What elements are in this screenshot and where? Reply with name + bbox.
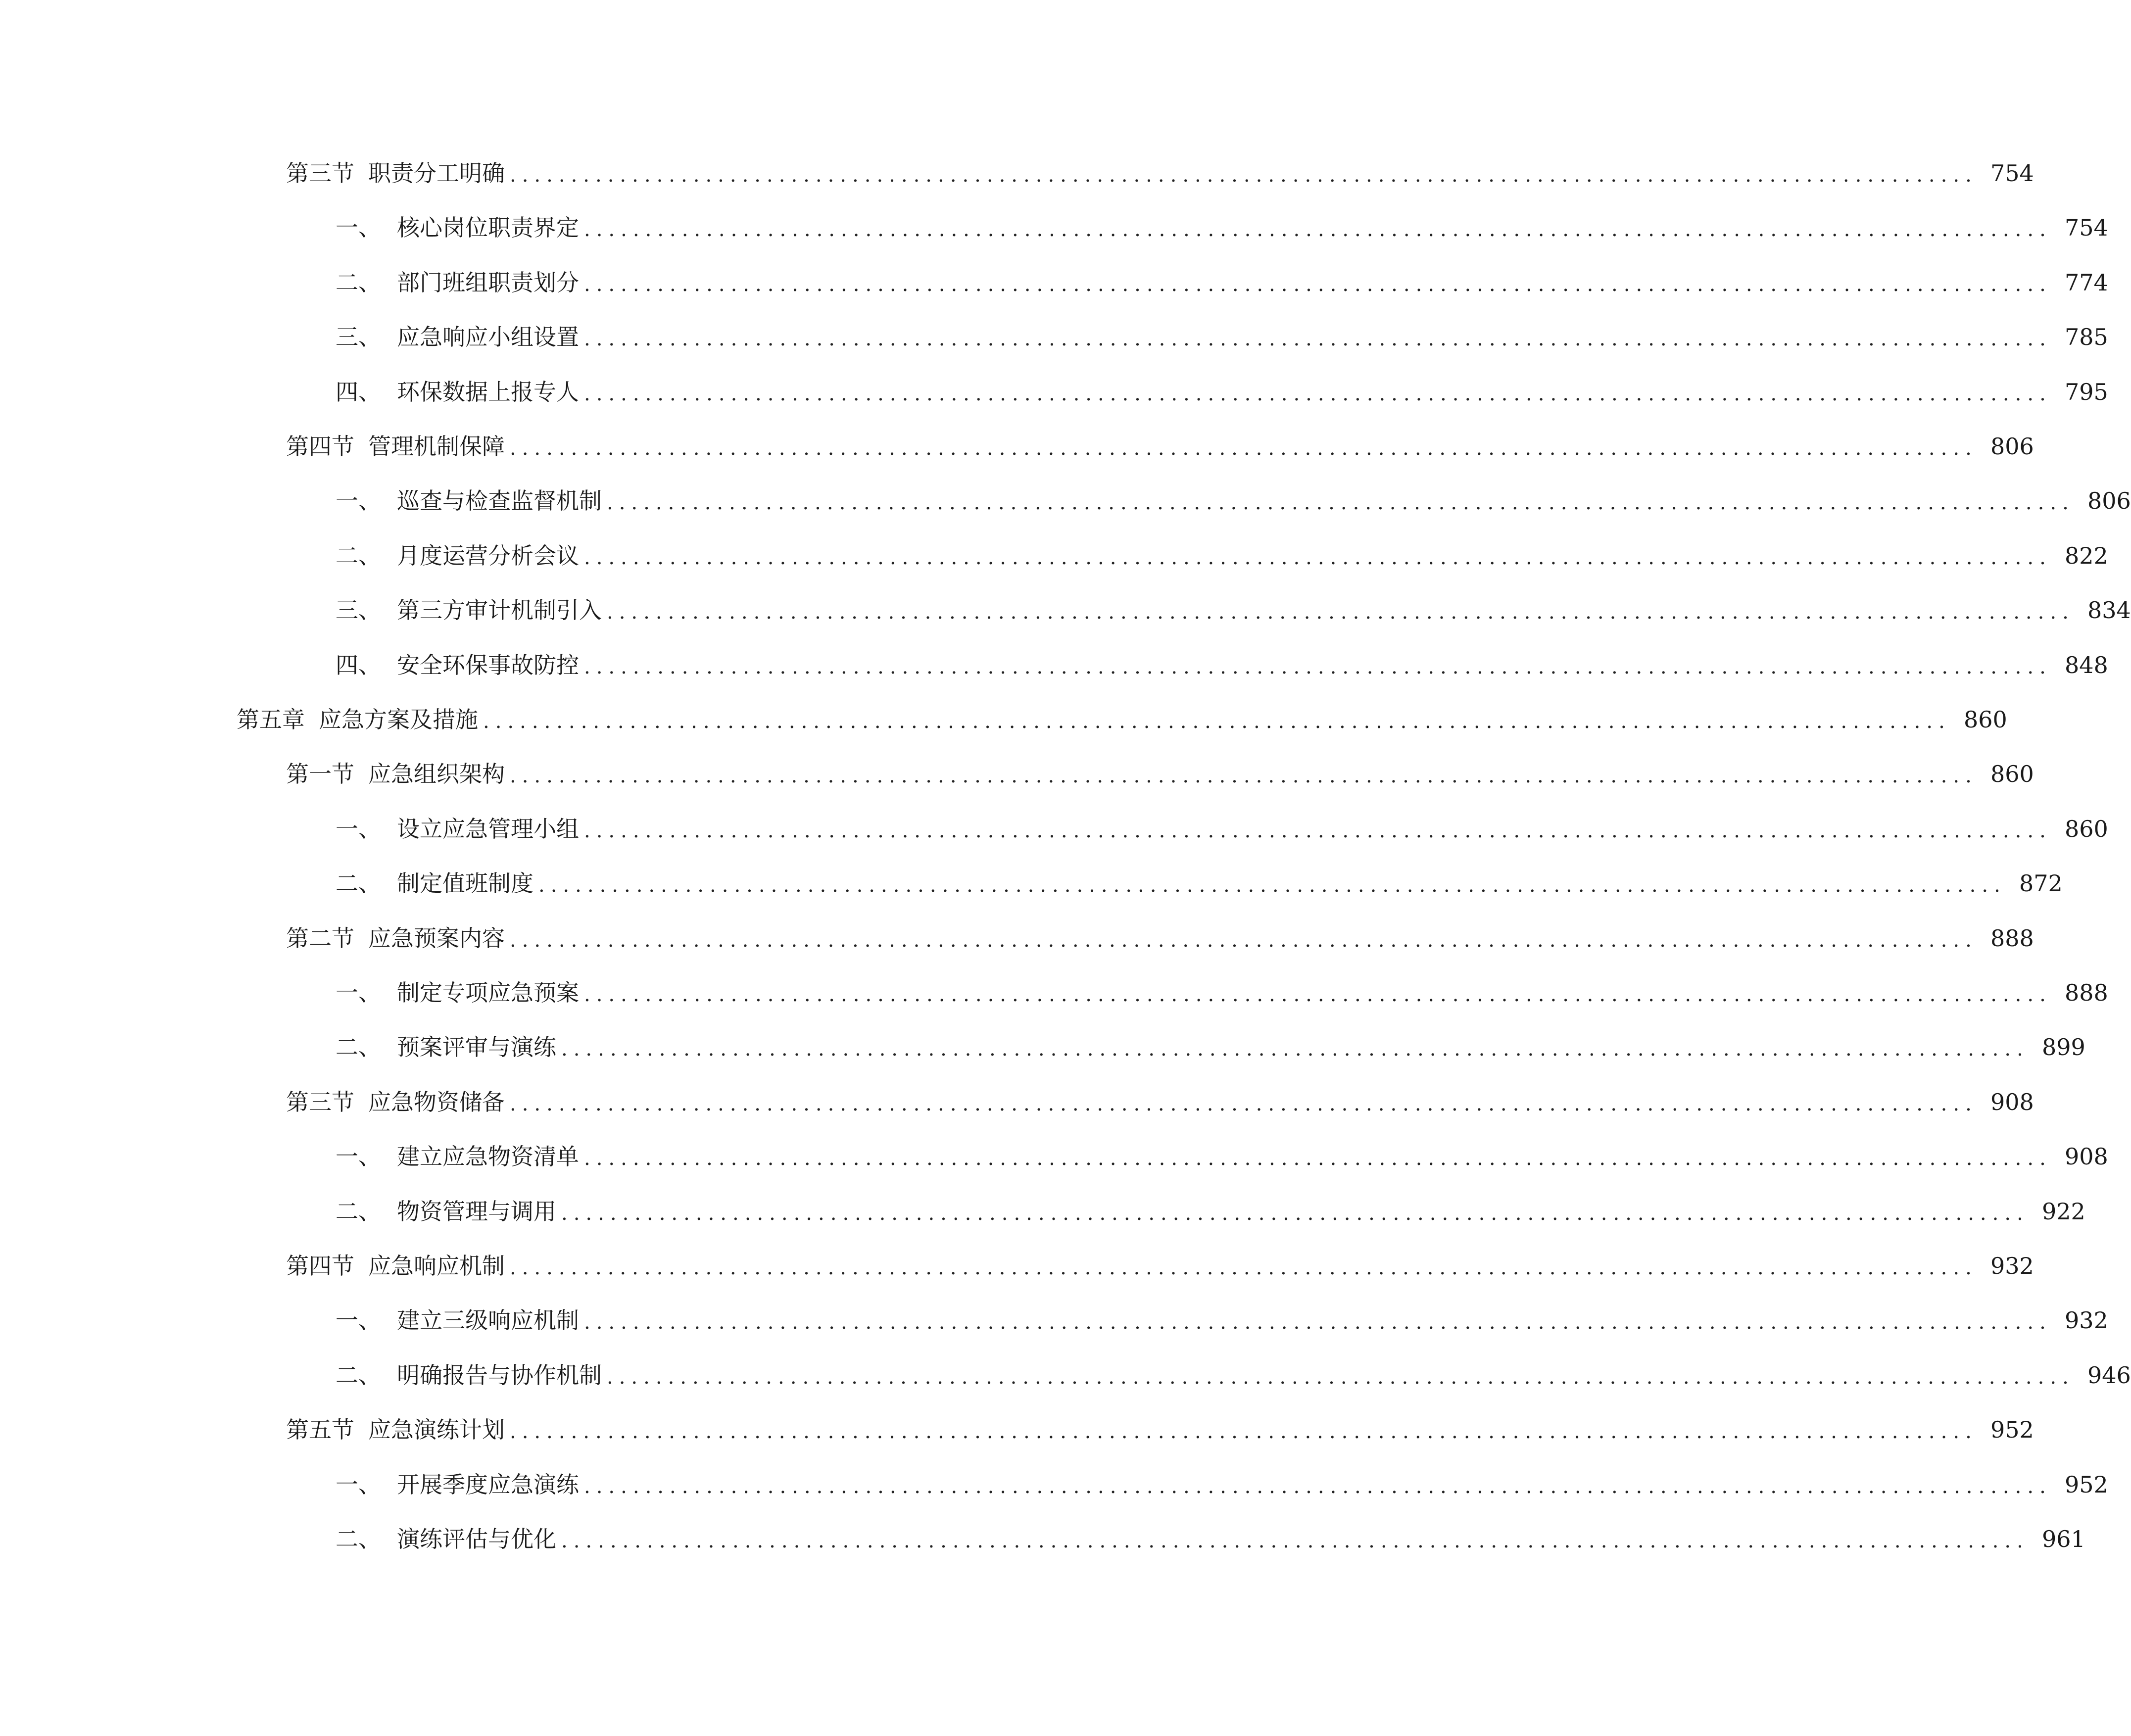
toc-entry-title: 建立应急物资清单 [397, 1143, 579, 1170]
toc-entry-prefix: 第四节 [286, 1253, 354, 1279]
toc-entry-prefix: 一、 [336, 815, 381, 842]
toc-entry-section [286, 1402, 2034, 1457]
toc-entry-page-number: 860 [1963, 706, 2007, 733]
toc-entry-title: 管理机制保障 [368, 433, 505, 460]
toc-entry-prefix: 第三节 [286, 160, 354, 187]
toc-entry-prefix: 三、 [336, 597, 381, 624]
toc-entry-page-number: 872 [2019, 870, 2063, 897]
toc-entry-chapter [237, 692, 2007, 747]
toc-entry-prefix: 四、 [336, 378, 381, 405]
toc-entry-section [286, 1239, 2034, 1293]
dot-leader: ........................................................................................................................ [584, 328, 2052, 351]
toc-entry-page-number: 860 [2064, 815, 2108, 842]
toc-entry-prefix: 二、 [336, 1198, 381, 1225]
toc-entry-title: 应急组织架构 [368, 761, 505, 788]
toc-entry-prefix: 二、 [336, 1361, 381, 1389]
dot-leader: ........................................................................................................................ [584, 1147, 2052, 1170]
toc-entry-page-number: 899 [2041, 1034, 2085, 1061]
toc-entry-page-number: 774 [2064, 269, 2108, 296]
toc-entry-prefix: 二、 [336, 870, 381, 897]
dot-leader: ........................................................................................................................ [584, 382, 2052, 405]
toc-entry-prefix: 二、 [336, 1526, 381, 1552]
dot-leader: ........................................................................................................................ [510, 765, 1978, 788]
toc-entry-item [336, 1512, 2085, 1566]
toc-entry-item [336, 474, 2131, 528]
dot-leader: ........................................................................................................................ [538, 874, 2006, 897]
toc-entry-page-number: 848 [2064, 651, 2108, 678]
dot-leader: ........................................................................................................................ [607, 601, 2075, 624]
toc-entry-page-number: 952 [2064, 1471, 2108, 1498]
dot-leader: ........................................................................................................................ [584, 655, 2052, 678]
toc-entry-page-number: 932 [2064, 1307, 2108, 1334]
toc-entry-title: 应急物资储备 [368, 1088, 505, 1115]
toc-entry-page-number: 888 [2064, 979, 2108, 1006]
dot-leader: ........................................................................................................................ [607, 1365, 2075, 1389]
toc-entry-title: 月度运营分析会议 [397, 542, 579, 569]
toc-entry-item [336, 638, 2108, 692]
dot-leader: ........................................................................................................................ [561, 1530, 2029, 1552]
toc-entry-title: 安全环保事故防控 [397, 651, 579, 678]
toc-entry-item [336, 856, 2063, 911]
toc-entry-prefix: 第五章 [237, 706, 305, 733]
toc-entry-page-number: 754 [1990, 160, 2034, 187]
toc-entry-page-number: 888 [1990, 924, 2034, 952]
dot-leader: ........................................................................................................................ [561, 1038, 2029, 1061]
toc-entry-prefix: 四、 [336, 651, 381, 678]
toc-entry-page-number: 946 [2087, 1361, 2131, 1389]
toc-entry-title: 职责分工明确 [368, 160, 505, 187]
toc-entry-item [336, 255, 2108, 310]
dot-leader: ........................................................................................................................ [584, 819, 2052, 842]
dot-leader: ........................................................................................................................ [584, 1311, 2052, 1334]
toc-entry-item [336, 583, 2131, 637]
toc-entry-prefix: 一、 [336, 1471, 381, 1498]
toc-entry-page-number: 932 [1990, 1253, 2034, 1279]
toc-entry-prefix: 一、 [336, 1307, 381, 1334]
toc-entry-page-number: 785 [2064, 324, 2108, 351]
toc-entry-item [336, 1348, 2131, 1402]
toc-entry-page-number: 908 [2064, 1143, 2108, 1170]
toc-entry-prefix: 一、 [336, 214, 381, 241]
dot-leader: ........................................................................................................................ [510, 437, 1978, 460]
dot-leader: ........................................................................................................................ [483, 710, 1951, 733]
toc-entry-section [286, 747, 2034, 801]
toc-entry-prefix: 二、 [336, 542, 381, 569]
toc-entry-item [336, 1457, 2108, 1512]
toc-entry-item [336, 365, 2108, 419]
toc-entry-prefix: 二、 [336, 269, 381, 296]
toc-entry-item [336, 1020, 2085, 1074]
toc-entry-title: 制定值班制度 [397, 870, 533, 897]
toc-entry-page-number: 908 [1990, 1088, 2034, 1115]
toc-entry-title: 部门班组职责划分 [397, 269, 579, 296]
toc-entry-prefix: 一、 [336, 487, 381, 515]
toc-entry-item [336, 1129, 2108, 1184]
dot-leader: ........................................................................................................................ [584, 218, 2052, 241]
toc-entry-title: 应急演练计划 [368, 1416, 505, 1444]
toc-entry-title: 应急响应小组设置 [397, 324, 579, 351]
toc-entry-prefix: 一、 [336, 1143, 381, 1170]
toc-entry-title: 制定专项应急预案 [397, 979, 579, 1006]
dot-leader: ........................................................................................................................ [584, 273, 2052, 296]
dot-leader: ........................................................................................................................ [510, 928, 1978, 952]
toc-entry-title: 环保数据上报专人 [397, 378, 579, 405]
toc-entry-prefix: 第三节 [286, 1088, 354, 1115]
dot-leader: ........................................................................................................................ [510, 164, 1978, 187]
toc-entry-title: 演练评估与优化 [397, 1526, 556, 1552]
toc-entry-title: 预案评审与演练 [397, 1034, 556, 1061]
dot-leader: ........................................................................................................................ [510, 1256, 1978, 1279]
toc-entry-page-number: 922 [2041, 1198, 2085, 1225]
toc-entry-prefix: 第一节 [286, 761, 354, 788]
toc-entry-section [286, 1075, 2034, 1129]
dot-leader: ........................................................................................................................ [561, 1202, 2029, 1225]
toc-entry-prefix: 二、 [336, 1034, 381, 1061]
toc-entry-section [286, 146, 2034, 200]
toc-entry-title: 建立三级响应机制 [397, 1307, 579, 1334]
toc-entry-item [336, 1184, 2085, 1239]
toc-entry-prefix: 三、 [336, 324, 381, 351]
toc-entry-page-number: 961 [2041, 1526, 2085, 1552]
toc-entry-page-number: 822 [2064, 542, 2108, 569]
toc-entry-title: 应急响应机制 [368, 1253, 505, 1279]
toc-entry-page-number: 834 [2087, 597, 2131, 624]
toc-entry-title: 巡查与检查监督机制 [397, 487, 602, 515]
toc-entry-item [336, 200, 2108, 255]
toc-entry-page-number: 860 [1990, 761, 2034, 788]
toc-entry-item [336, 802, 2108, 856]
toc-entry-item [336, 1293, 2108, 1348]
dot-leader: ........................................................................................................................ [584, 983, 2052, 1006]
toc-entry-prefix: 第二节 [286, 924, 354, 952]
toc-entry-title: 明确报告与协作机制 [397, 1361, 602, 1389]
toc-entry-title: 应急预案内容 [368, 924, 505, 952]
toc-entry-item [336, 310, 2108, 364]
toc-entry-title: 开展季度应急演练 [397, 1471, 579, 1498]
toc-entry-page-number: 754 [2064, 214, 2108, 241]
toc-entry-title: 设立应急管理小组 [397, 815, 579, 842]
toc-entry-prefix: 一、 [336, 979, 381, 1006]
toc-entry-page-number: 806 [2087, 487, 2131, 515]
dot-leader: ........................................................................................................................ [607, 491, 2075, 515]
toc-entry-title: 核心岗位职责界定 [397, 214, 579, 241]
dot-leader: ........................................................................................................................ [584, 1475, 2052, 1498]
toc-entry-item [336, 965, 2108, 1020]
toc-entry-title: 第三方审计机制引入 [397, 597, 602, 624]
toc-entry-prefix: 第四节 [286, 433, 354, 460]
dot-leader: ........................................................................................................................ [584, 546, 2052, 569]
toc-entry-item [336, 529, 2108, 583]
toc-entry-title: 物资管理与调用 [397, 1198, 556, 1225]
toc-entry-title: 应急方案及措施 [319, 706, 478, 733]
toc-entry-prefix: 第五节 [286, 1416, 354, 1444]
dot-leader: ........................................................................................................................ [510, 1092, 1978, 1115]
toc-entry-page-number: 952 [1990, 1416, 2034, 1444]
toc-entry-page-number: 806 [1990, 433, 2034, 460]
toc-entry-section [286, 419, 2034, 474]
toc-entry-section [286, 911, 2034, 965]
toc-entry-page-number: 795 [2064, 378, 2108, 405]
dot-leader: ........................................................................................................................ [510, 1420, 1978, 1444]
